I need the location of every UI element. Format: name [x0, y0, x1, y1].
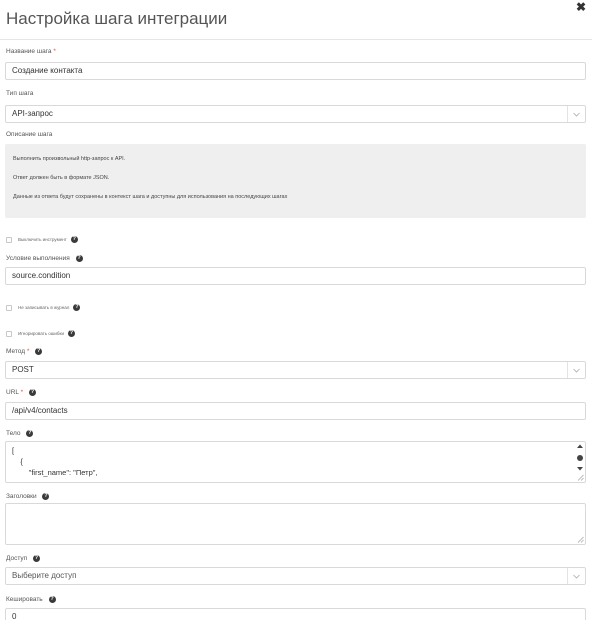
- chevron-down-icon: [567, 106, 585, 122]
- access-label-text: Доступ: [6, 555, 28, 563]
- required-mark: *: [53, 48, 56, 55]
- url-label-text: URL: [6, 389, 19, 397]
- cache-label: [6, 596, 56, 603]
- help-icon[interactable]: ?: [50, 596, 54, 602]
- step-name-value: Создание контакта: [12, 66, 83, 75]
- headers-textarea[interactable]: [5, 503, 586, 545]
- dialog-header: [0, 0, 592, 40]
- dialog-title: Настройка шага интеграции: [6, 9, 228, 28]
- disable-tool-checkbox[interactable]: [6, 237, 12, 243]
- cache-label-text: Кешировать: [6, 596, 43, 604]
- description-box: [5, 144, 586, 218]
- body-code-line: [: [12, 446, 15, 455]
- access-placeholder: Выберите доступ: [12, 571, 77, 580]
- condition-value: source.condition: [12, 271, 71, 280]
- cache-value: 0: [12, 612, 17, 620]
- resize-handle-icon[interactable]: [577, 474, 584, 481]
- chevron-down-icon: [567, 568, 585, 584]
- help-icon[interactable]: ?: [44, 493, 48, 499]
- ignore-errors-checkbox[interactable]: [6, 331, 12, 337]
- method-label: [6, 348, 42, 355]
- no-log-checkbox[interactable]: [6, 305, 12, 311]
- step-name-input[interactable]: [5, 62, 586, 80]
- body-label-text: Тело: [6, 430, 21, 438]
- resize-handle-icon[interactable]: [577, 536, 584, 543]
- description-label: Описание шага: [6, 131, 53, 138]
- no-log-label: Не записывать в журнал: [18, 305, 70, 310]
- body-textarea[interactable]: [5, 441, 586, 483]
- url-label: [6, 389, 36, 396]
- help-icon[interactable]: ?: [69, 330, 74, 336]
- help-icon[interactable]: ?: [77, 255, 81, 261]
- url-input[interactable]: [5, 402, 586, 420]
- step-type-select[interactable]: [5, 105, 586, 123]
- step-type-label: Тип шага: [6, 90, 34, 97]
- scrollbar[interactable]: [576, 444, 584, 472]
- help-icon[interactable]: ?: [34, 555, 39, 561]
- cache-input[interactable]: [5, 608, 586, 620]
- no-log-row: [6, 304, 80, 311]
- condition-label-text: Условие выполнения: [6, 255, 70, 263]
- method-label-text: Метод: [6, 348, 26, 356]
- help-icon[interactable]: ?: [75, 304, 79, 310]
- ignore-errors-label: Игнорировать ошибки: [18, 331, 64, 336]
- url-value: /api/v4/contacts: [12, 406, 68, 415]
- body-code-line: "first_name": "Петр",: [12, 468, 98, 477]
- ignore-errors-row: [6, 330, 75, 337]
- required-mark: *: [26, 348, 30, 356]
- help-icon[interactable]: ?: [72, 236, 76, 242]
- headers-label-text: Заголовки: [6, 493, 37, 501]
- step-type-value: API-запрос: [12, 109, 53, 118]
- condition-input[interactable]: [5, 267, 586, 285]
- step-name-label: [6, 48, 56, 55]
- help-icon[interactable]: ?: [28, 430, 32, 436]
- required-mark: *: [20, 389, 24, 397]
- method-select[interactable]: [5, 361, 586, 379]
- step-name-label-text: Название шага: [6, 48, 52, 55]
- method-value: POST: [12, 365, 34, 374]
- description-line: Выполнить произвольный http-запрос к API.: [13, 156, 126, 162]
- access-label: [6, 555, 40, 562]
- chevron-down-icon: [567, 362, 585, 378]
- body-code-line: {: [12, 457, 23, 466]
- body-label: [6, 430, 33, 437]
- disable-tool-label: Выключить инструмент: [18, 237, 67, 242]
- help-icon[interactable]: ?: [37, 348, 41, 354]
- condition-label: [6, 255, 83, 262]
- headers-label: [6, 493, 49, 500]
- disable-tool-row: [6, 236, 78, 243]
- close-icon[interactable]: ✖: [575, 0, 586, 14]
- description-line: Данные из ответа будут сохранены в контекст шага и доступны для использования на последующих шагах: [13, 194, 288, 200]
- description-line: Ответ должен быть в формате JSON.: [13, 175, 110, 181]
- help-icon[interactable]: ?: [30, 389, 35, 395]
- access-select[interactable]: [5, 567, 586, 585]
